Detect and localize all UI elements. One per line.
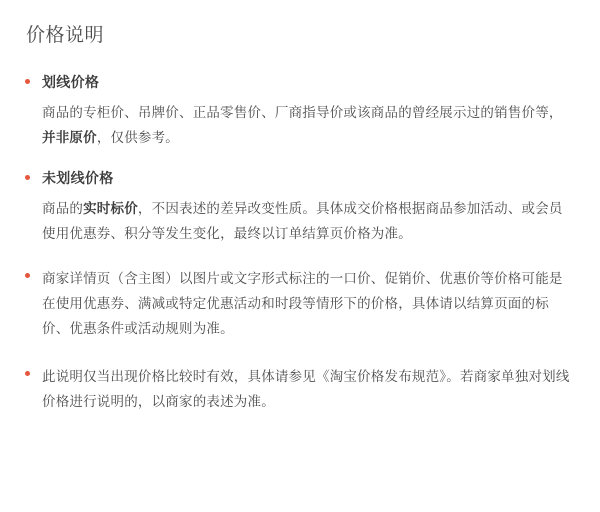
bullet-icon <box>25 79 30 84</box>
section-non-strikethrough-price <box>24 168 576 246</box>
text-run: 商家详情页（含主图）以图片或文字形式标注的一口价、促销价、优惠价等价格可能是在使用优惠券、满减或特定优惠活动和时段等情形下的价格，具体请以结算页面的标价、优惠条件或活动规则为准。 <box>42 271 563 336</box>
page-title: 价格说明 <box>26 25 105 46</box>
section-body <box>42 196 576 246</box>
text-run-emphasis: 并非原价 <box>42 130 97 145</box>
text-run-emphasis: 实时标价 <box>83 201 138 216</box>
text-run: 商品的 <box>42 201 84 216</box>
bullet-icon <box>25 273 30 278</box>
section-merchant-detail-page <box>24 266 576 341</box>
text-run: ，仅供参考。 <box>96 130 180 145</box>
text-run: ，不因表述的差异改变性质。具体成交价格根据商品参加活动、或会员使用优惠券、积分等发生变化，最终以订单结算页价格为准。 <box>42 201 563 241</box>
section-heading: 未划线价格 <box>42 170 114 186</box>
text-run: 此说明仅当出现价格比较时有效，具体请参见《淘宝价格发布规范》。若商家单独对划线价格进行说明的，以商家的表述为准。 <box>42 369 570 409</box>
section-heading: 划线价格 <box>42 74 100 90</box>
bullet-icon <box>25 371 30 376</box>
section-scope-of-explanation <box>24 364 576 414</box>
section-body <box>42 364 576 414</box>
section-body <box>42 266 576 341</box>
section-strikethrough-price <box>24 72 576 150</box>
text-run: 商品的专柜价、吊牌价、正品零售价、厂商指导价或该商品的曾经展示过的销售价等， <box>42 105 563 120</box>
bullet-icon <box>25 175 30 180</box>
section-body <box>42 100 576 150</box>
